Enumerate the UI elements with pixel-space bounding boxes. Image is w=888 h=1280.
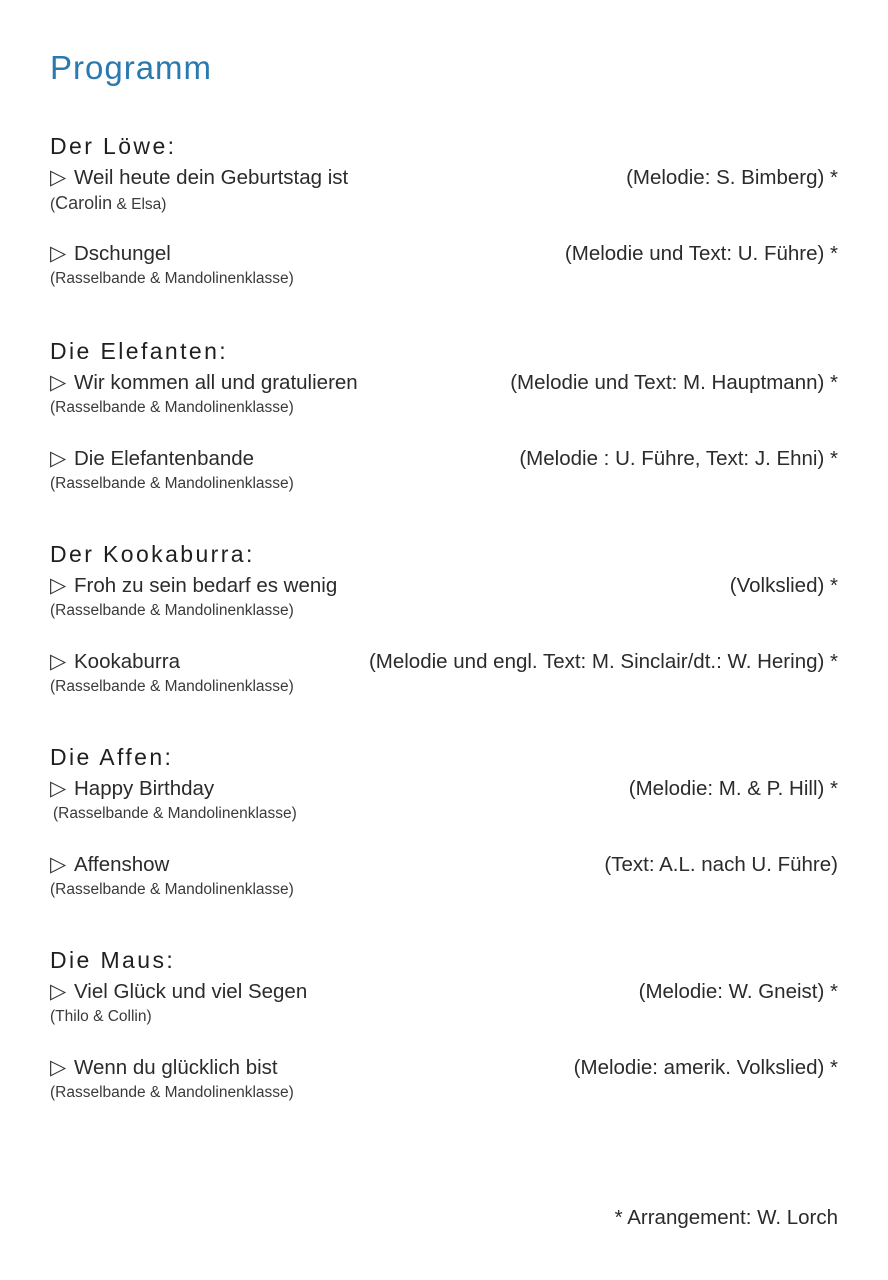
triangle-right-icon: ▷ — [50, 242, 67, 265]
song-credit: (Melodie: S. Bimberg) * — [626, 166, 838, 189]
song-line — [50, 1053, 838, 1083]
song-name: Viel Glück und viel Segen — [74, 980, 308, 1003]
performer: (Rasselbande & Mandolinenklasse) — [50, 881, 294, 898]
song-line — [50, 571, 838, 601]
triangle-right-icon: ▷ — [50, 853, 67, 876]
section-affen — [50, 742, 838, 926]
program-item — [50, 571, 838, 647]
song-line — [50, 163, 838, 193]
triangle-right-icon: ▷ — [50, 777, 67, 800]
song-line — [50, 444, 838, 474]
song-title — [50, 647, 180, 677]
song-name: Happy Birthday — [74, 777, 215, 800]
song-name: Froh zu sein bedarf es wenig — [74, 574, 338, 597]
performer: (Rasselbande & Mandolinenklasse) — [50, 270, 294, 287]
performer-open: ( — [50, 196, 56, 213]
section-heading: Die Maus: — [50, 947, 176, 973]
song-title — [50, 368, 358, 398]
performer: (Rasselbande & Mandolinenklasse) — [53, 805, 297, 822]
arrangement-footnote: * Arrangement: W. Lorch — [614, 1206, 838, 1229]
song-credit: (Melodie: amerik. Volkslied) * — [573, 1056, 838, 1079]
section-heading: Die Elefanten: — [50, 338, 229, 364]
song-title — [50, 977, 307, 1007]
song-credit: (Text: A.L. nach U. Führe) — [604, 853, 838, 876]
song-title — [50, 571, 337, 601]
section-loewe — [50, 131, 838, 315]
performer-rest: & Elsa) — [112, 196, 167, 213]
performer: (Rasselbande & Mandolinenklasse) — [50, 602, 294, 619]
song-title — [50, 163, 348, 193]
performer: (Rasselbande & Mandolinenklasse) — [50, 1084, 294, 1101]
section-elefanten — [50, 336, 838, 520]
page-title: Programm — [50, 49, 213, 86]
song-credit: (Melodie und Text: M. Hauptmann) * — [510, 371, 838, 394]
performer-name: Carolin — [55, 193, 113, 213]
triangle-right-icon: ▷ — [50, 447, 67, 470]
section-heading: Der Löwe: — [50, 133, 177, 159]
section-heading: Die Affen: — [50, 744, 174, 770]
song-credit: (Melodie : U. Führe, Text: J. Ehni) * — [519, 447, 838, 470]
triangle-right-icon: ▷ — [50, 980, 67, 1003]
program-item — [50, 647, 838, 723]
song-title — [50, 1053, 278, 1083]
triangle-right-icon: ▷ — [50, 1056, 67, 1079]
song-title — [50, 774, 214, 804]
program-item — [50, 1053, 838, 1129]
song-line — [50, 647, 838, 677]
song-credit: (Melodie: M. & P. Hill) * — [628, 777, 838, 800]
song-line — [50, 977, 838, 1007]
program-item — [50, 368, 838, 444]
song-name: Kookaburra — [74, 650, 180, 673]
section-kookaburra — [50, 539, 838, 723]
program-item — [50, 444, 838, 520]
program-item — [50, 850, 838, 926]
song-name: Affenshow — [74, 853, 170, 876]
song-line — [50, 850, 838, 880]
song-title — [50, 444, 254, 474]
section-maus — [50, 945, 838, 1129]
triangle-right-icon: ▷ — [50, 574, 67, 597]
song-name: Wenn du glücklich bist — [74, 1056, 278, 1079]
song-name: Die Elefantenbande — [74, 447, 255, 470]
performer — [50, 193, 838, 215]
song-line — [50, 239, 838, 269]
triangle-right-icon: ▷ — [50, 650, 67, 673]
performer: (Thilo & Collin) — [50, 1008, 152, 1025]
song-title — [50, 239, 171, 269]
song-name: Wir kommen all und gratulieren — [74, 371, 358, 394]
program-item — [50, 163, 838, 239]
performer: (Rasselbande & Mandolinenklasse) — [50, 399, 294, 416]
song-credit: (Melodie und Text: U. Führe) * — [564, 242, 838, 265]
performer: (Rasselbande & Mandolinenklasse) — [50, 475, 294, 492]
performer: (Rasselbande & Mandolinenklasse) — [50, 678, 294, 695]
program-item — [50, 977, 838, 1053]
song-credit: (Melodie und engl. Text: M. Sinclair/dt.: W. Hering) * — [368, 650, 838, 673]
triangle-right-icon: ▷ — [50, 371, 67, 394]
section-heading: Der Kookaburra: — [50, 541, 255, 567]
song-credit: (Melodie: W. Gneist) * — [638, 980, 838, 1003]
song-title — [50, 850, 169, 880]
program-item — [50, 239, 838, 315]
song-credit: (Volkslied) * — [729, 574, 838, 597]
song-name: Weil heute dein Geburtstag ist — [74, 166, 349, 189]
program-item — [50, 774, 838, 850]
song-line — [50, 368, 838, 398]
song-name: Dschungel — [74, 242, 171, 265]
triangle-right-icon: ▷ — [50, 166, 67, 189]
song-line — [50, 774, 838, 804]
